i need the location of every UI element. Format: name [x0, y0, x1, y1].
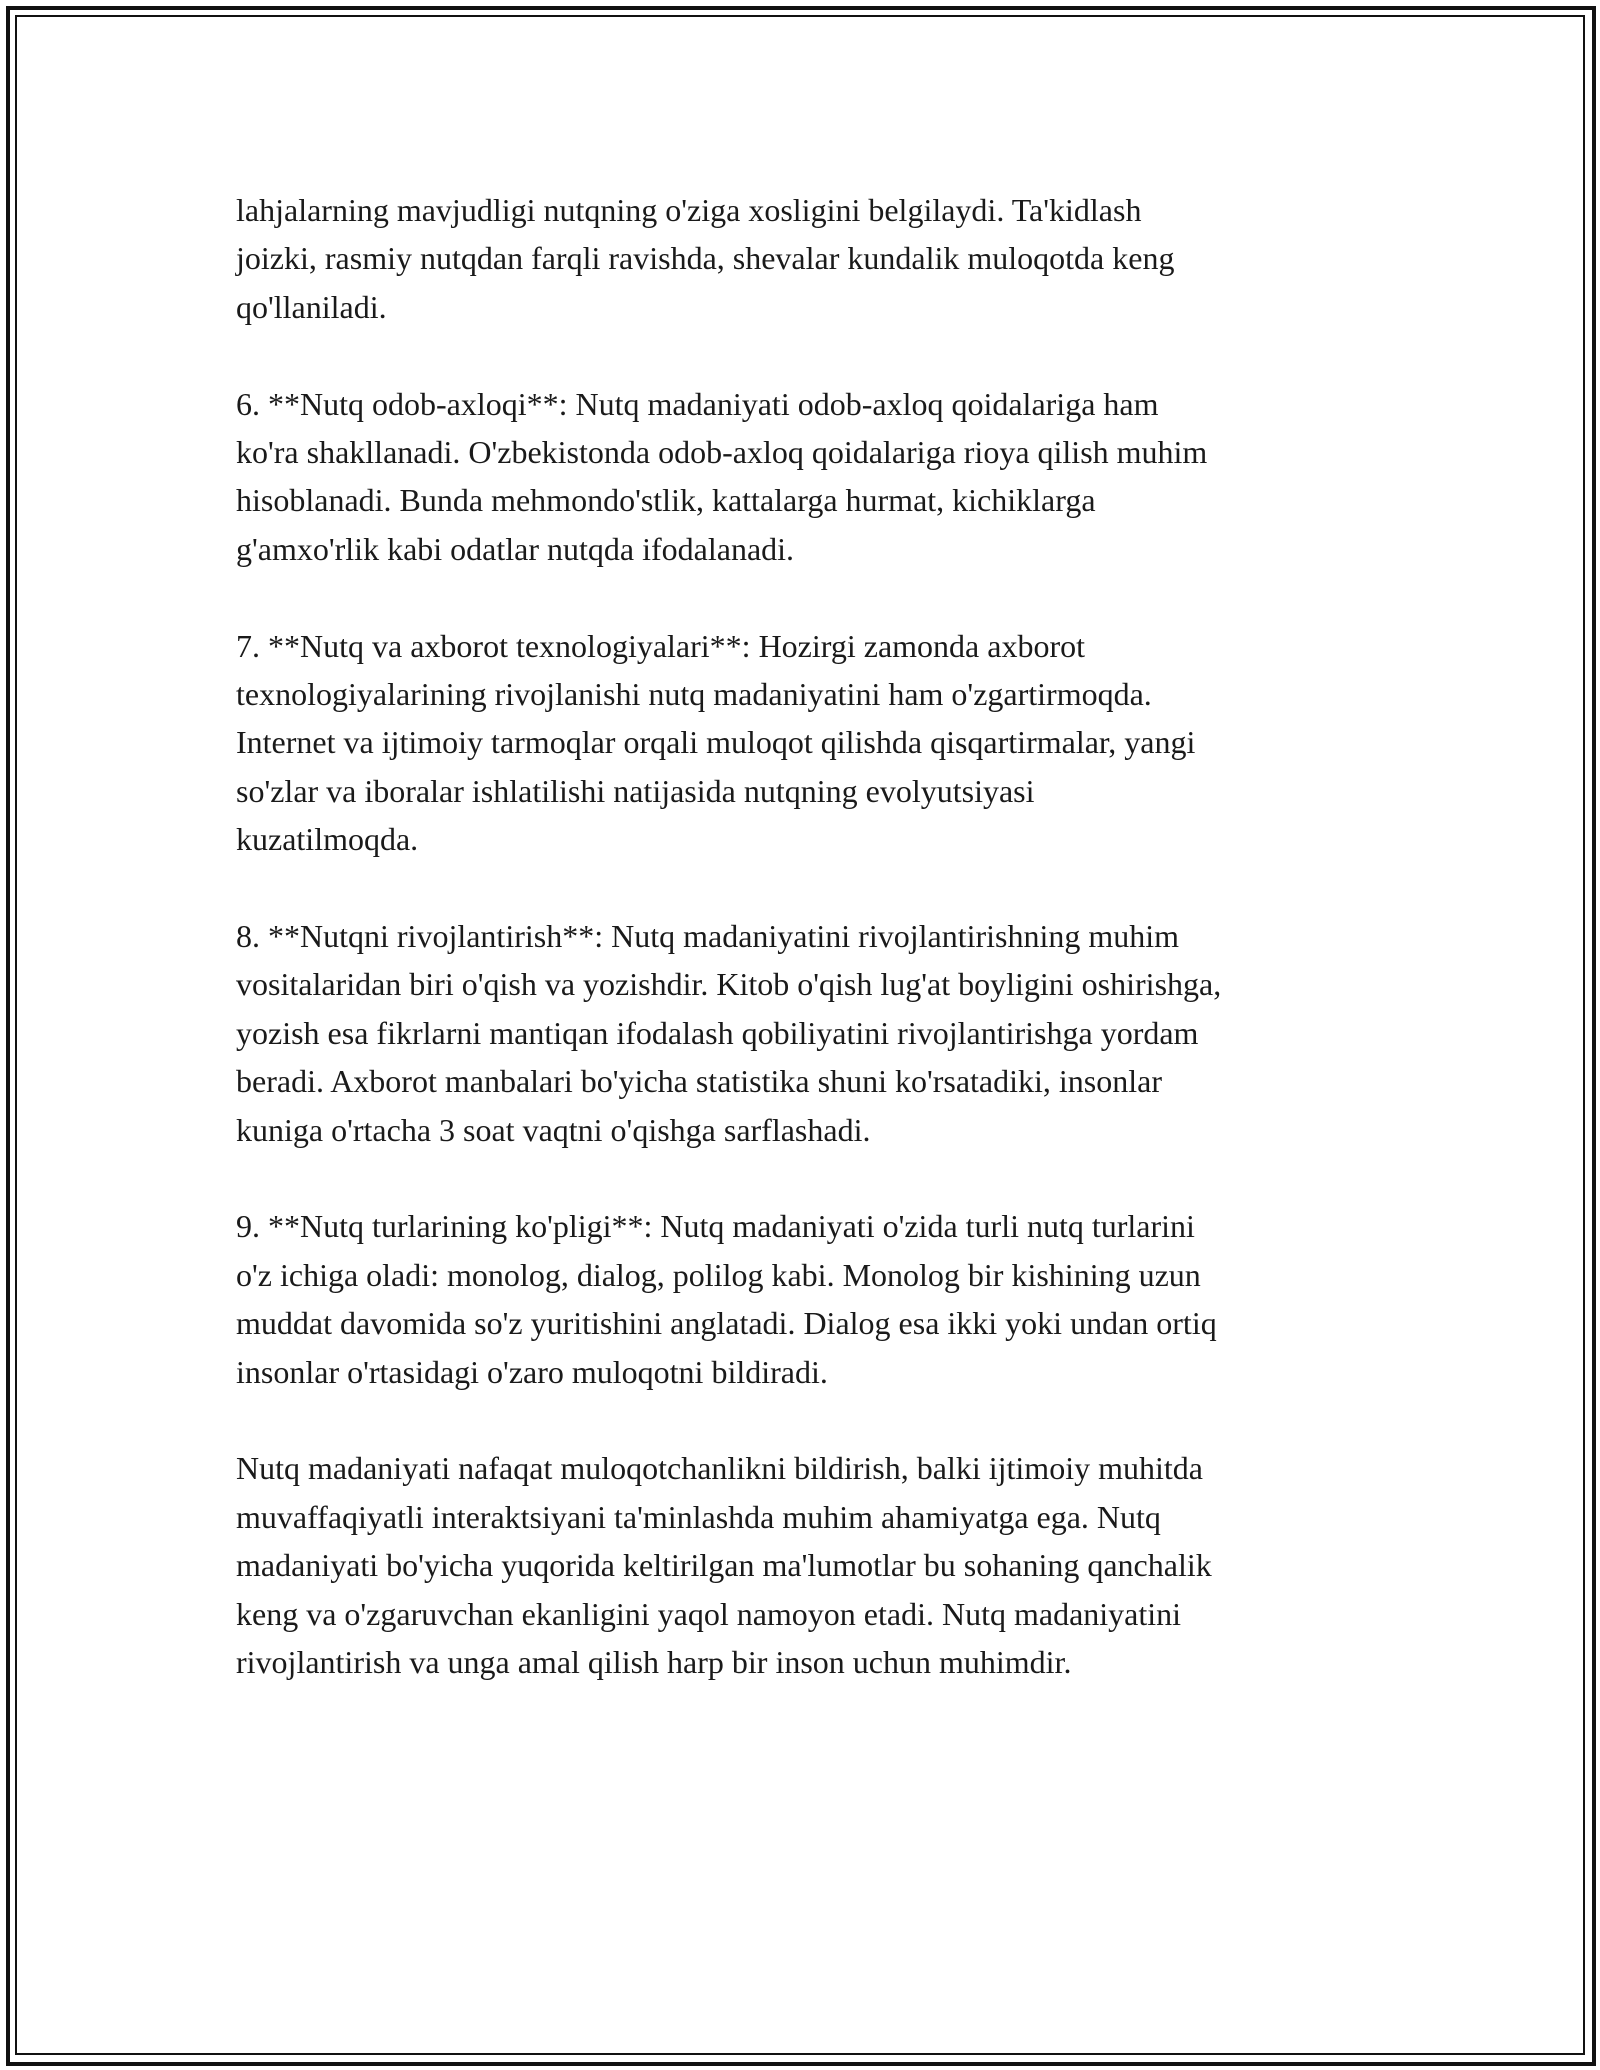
paragraph-dialects-continued: lahjalarning mavjudligi nutqning o'ziga xosligini belgilaydi. Ta'kidlash joizki, rasmiy nutqdan farqli ravishda, shevalar kundalik muloqotda keng qo'llaniladi. — [236, 192, 1175, 325]
paragraph-item-6-speech-ethics: 6. **Nutq odob-axloqi**: Nutq madaniyati odob-axloq qoidalariga ham ko'ra shakllanadi. O'zbekistonda odob-axloq qoidalariga rioya qilish muhim hisoblanadi. Bunda mehmondo'stlik, kattalarga hurmat, kichiklarga g'amxo'rlik kabi odatlar nutqda ifodalanadi. — [236, 385, 1208, 567]
paragraph-item-8-speech-development: 8. **Nutqni rivojlantirish**: Nutq madaniyatini rivojlantirishning muhim vositalaridan biri o'qish va yozishdir. Kitob o'qish lug'at boyligini oshirishga, yozish esa fikrlarni mantiqan ifodalash qobiliyatini rivojlantirishga yordam beradi. Axborot manbalari bo'yicha statistika shuni ko'rsatadiki, insonlar kuniga o'rtacha 3 soat vaqtni o'qishga sarflashadi. — [236, 918, 1222, 1148]
paragraph-item-7-information-technologies: 7. **Nutq va axborot texnologiyalari**: Hozirgi zamonda axborot texnologiyalarining rivojlanishi nutq madaniyatini ham o'zgartirmoqda. Internet va ijtimoiy tarmoqlar orqali muloqot qilishda qisqartirmalar, yangi so'zlar va iboralar ishlatilishi natijasida nutqning evolyutsiyasi kuzatilmoqda. — [236, 627, 1196, 858]
paragraph-conclusion: Nutq madaniyati nafaqat muloqotchanlikni bildirish, balki ijtimoiy muhitda muvaffaqiyatli interaktsiyani ta'minlashda muhim ahamiyatga ega. Nutq madaniyati bo'yicha yuqorida keltirilgan ma'lumotlar bu sohaning qanchalik keng va o'zgaruvchan ekanligini yaqol namoyon etadi. Nutq madaniyatini rivojlantirish va unga amal qilish harp bir inson uchun muhimdir. — [236, 1450, 1212, 1681]
paragraph-item-9-speech-types: 9. **Nutq turlarining ko'pligi**: Nutq madaniyati o'zida turli nutq turlarini o'z ichiga oladi: monolog, dialog, polilog kabi. Monolog bir kishining uzun muddat davomida so'z yuritishini anglatadi. Dialog esa ikki yoki undan ortiq insonlar o'rtasidagi o'zaro muloqotni bildiradi. — [236, 1208, 1217, 1390]
document-body — [236, 186, 1376, 1687]
